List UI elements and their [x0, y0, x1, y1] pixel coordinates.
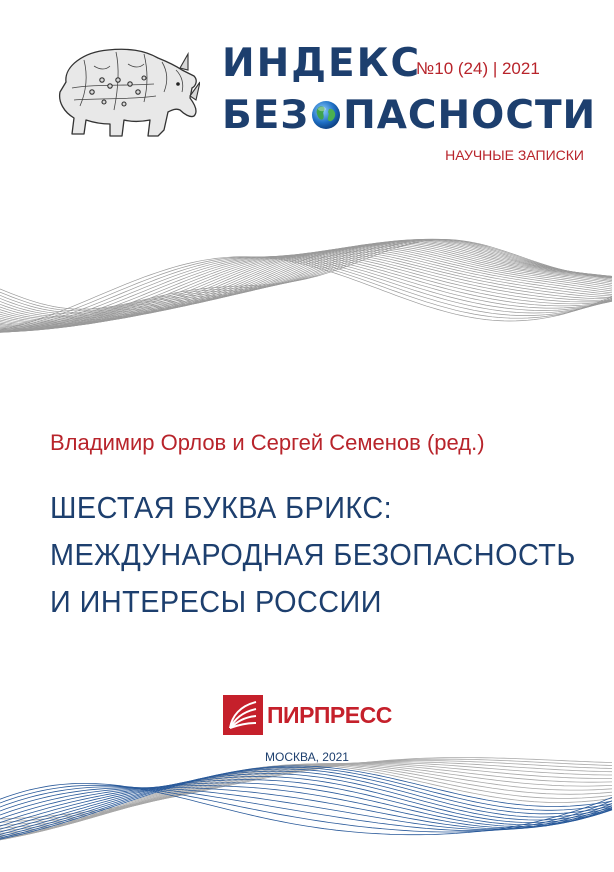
series-label: НАУЧНЫЕ ЗАПИСКИ: [445, 147, 584, 163]
journal-title-part1: БЕЗ: [222, 93, 310, 138]
rhino-engraving-icon: [44, 40, 200, 144]
pirpress-logo-icon: [222, 694, 264, 736]
book-title-line: И ИНТЕРЕСЫ РОССИИ: [50, 584, 382, 619]
publisher-name: ПИРПРЕСС: [267, 701, 392, 728]
publication-place-year: МОСКВА, 2021: [265, 750, 349, 764]
journal-title-part2: ПАСНОСТИ: [343, 93, 597, 138]
publisher-block: [222, 694, 392, 736]
book-title-line: ШЕСТАЯ БУКВА БРИКС:: [50, 490, 393, 525]
journal-title-line1: ИНДЕКС: [222, 41, 422, 86]
issue-number: №10 (24) | 2021: [416, 59, 540, 78]
book-title-line: МЕЖДУНАРОДНАЯ БЕЗОПАСНОСТЬ: [50, 537, 576, 572]
wave-ribbon-top: [0, 195, 614, 395]
book-title: [50, 484, 610, 625]
globe-icon: [311, 100, 341, 130]
journal-title-line2: [222, 93, 597, 138]
book-authors: Владимир Орлов и Сергей Семенов (ред.): [50, 430, 485, 455]
